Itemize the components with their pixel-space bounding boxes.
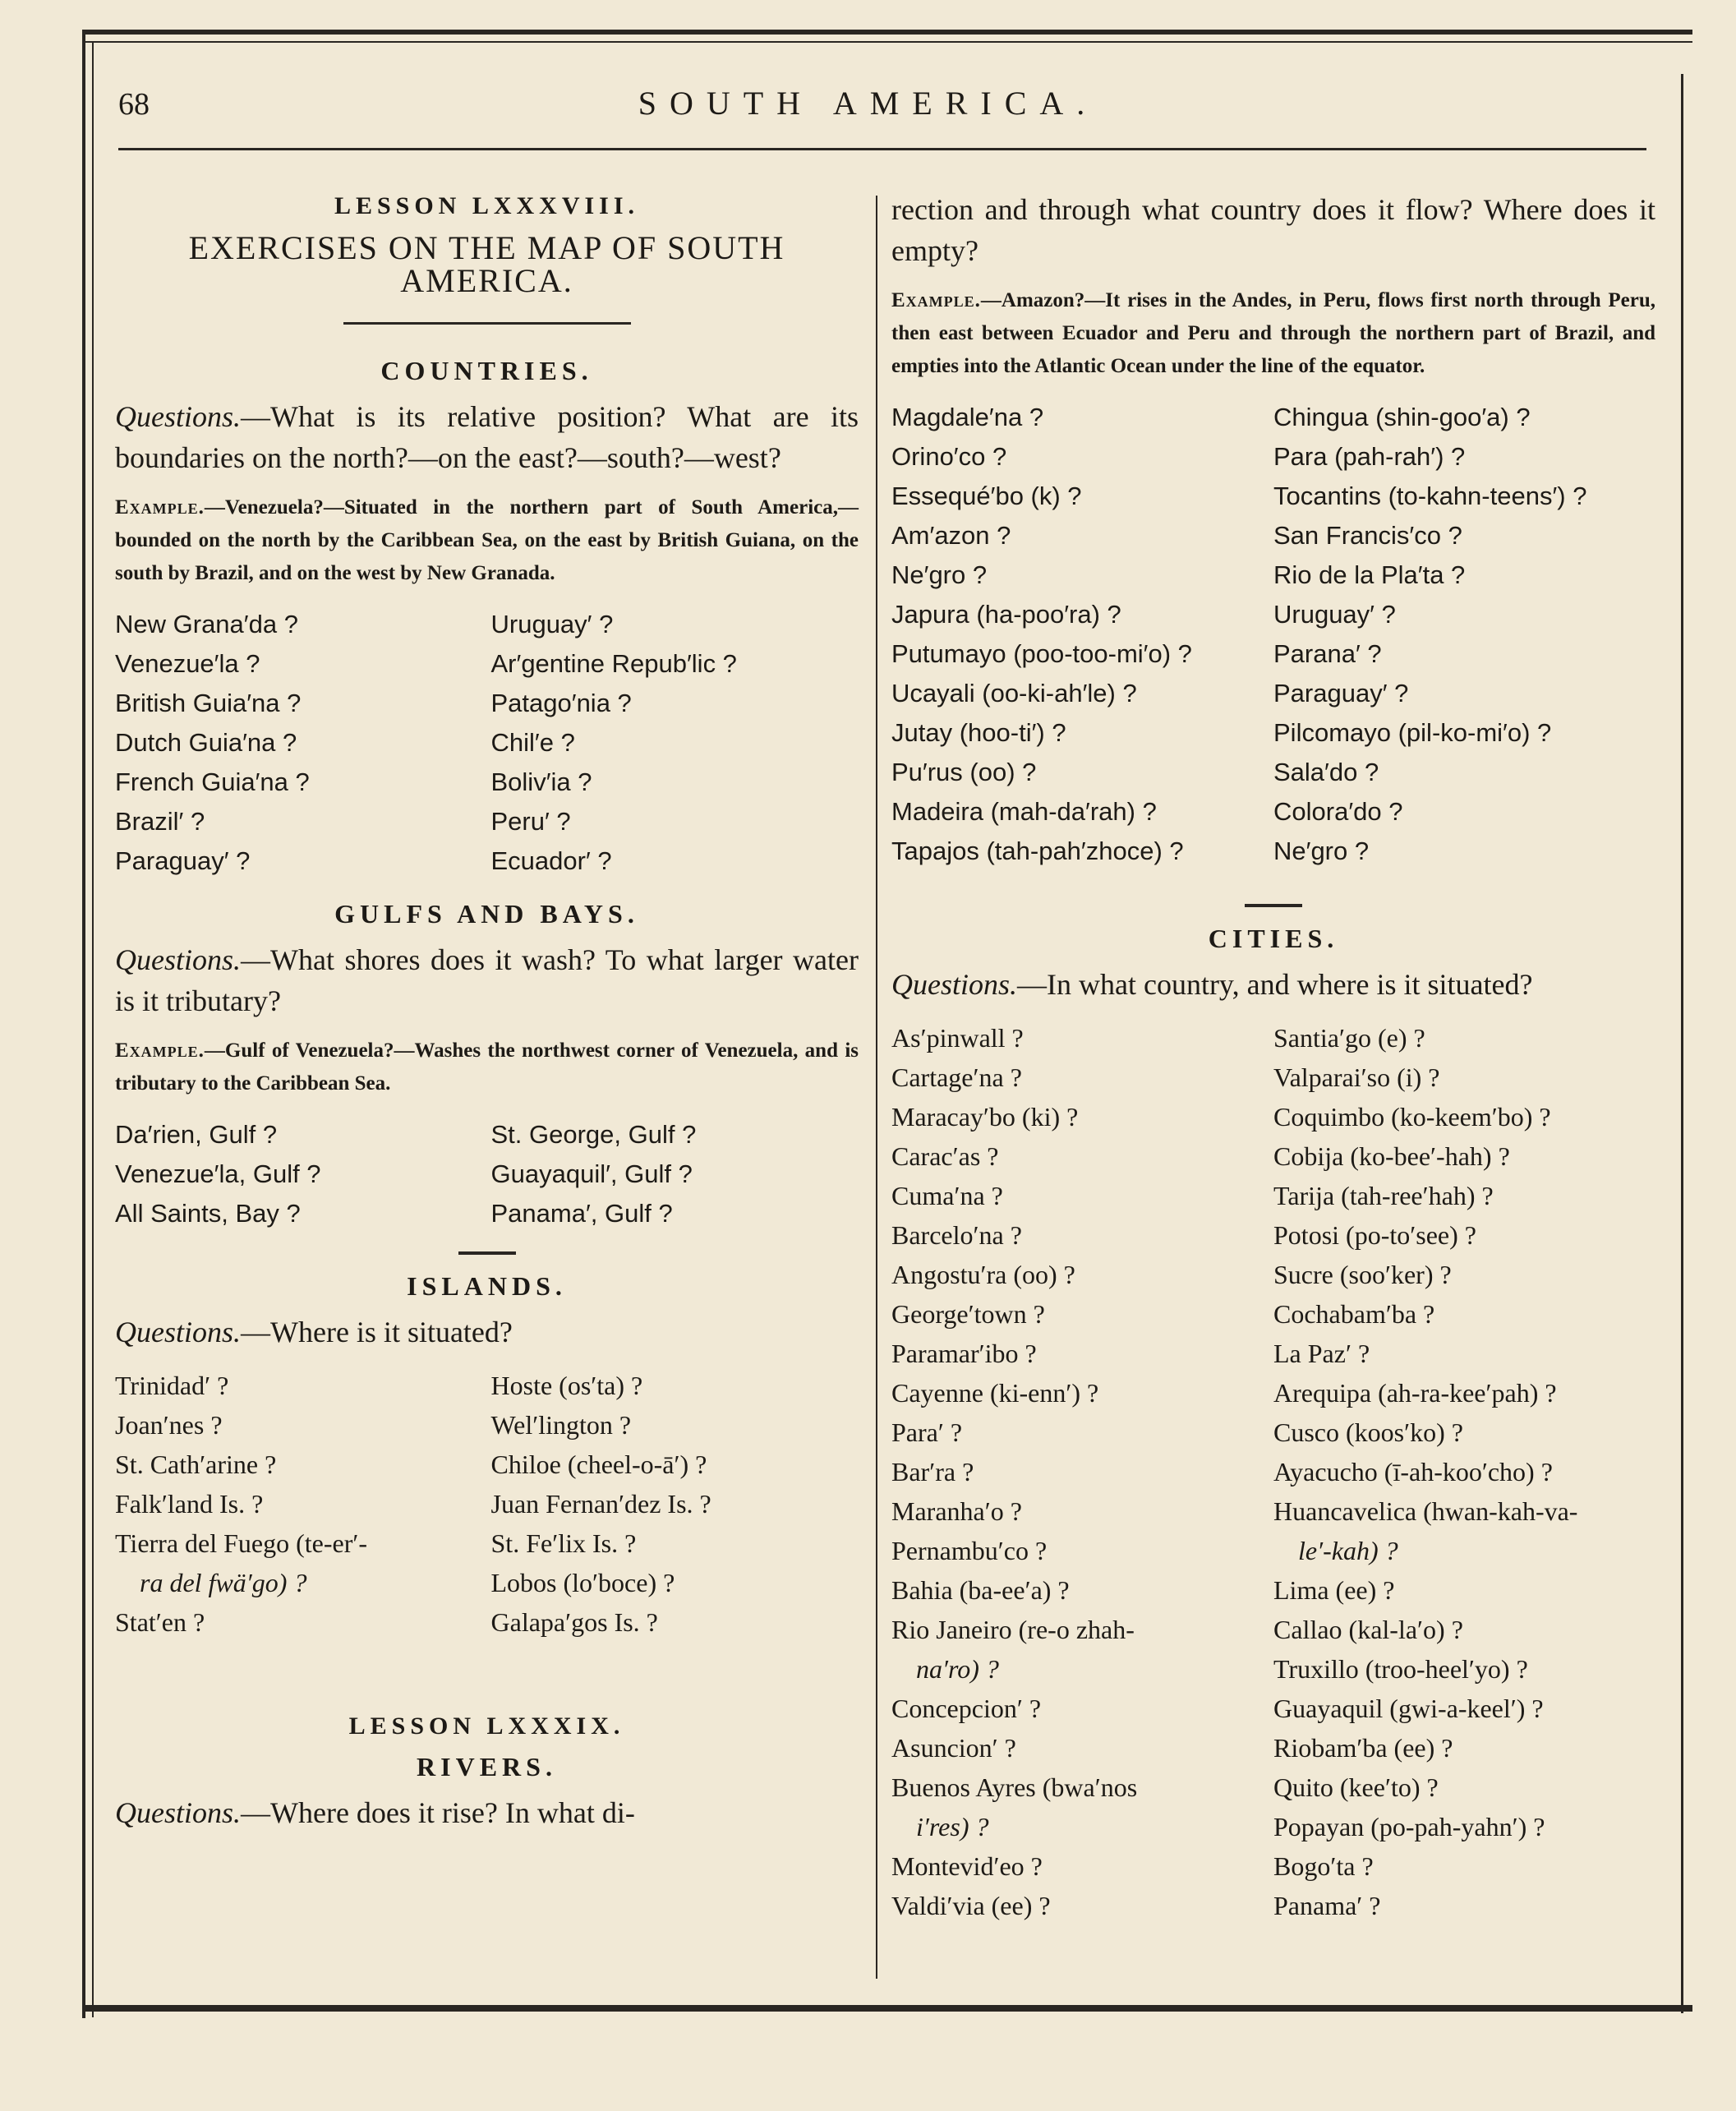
list-item: Bahia (ba-ee′a) ?	[891, 1575, 1070, 1605]
list-item: Joan′nes ?	[115, 1410, 223, 1440]
frame-left-inner-border	[92, 41, 94, 2017]
frame-left-border	[82, 30, 85, 2018]
questions-label: Questions.	[115, 1316, 241, 1348]
gulfs-list	[115, 1115, 859, 1233]
list-item: Brazil′ ?	[115, 807, 205, 836]
list-item: All Saints, Bay ?	[115, 1199, 301, 1228]
questions-label: Questions.	[115, 943, 241, 976]
exercise-title: EXERCISES ON THE MAP OF SOUTH AMERICA.	[188, 229, 785, 299]
rivers-list-col2	[1273, 398, 1655, 871]
lesson-heading: LESSON LXXXIX.	[348, 1712, 625, 1740]
column-divider	[876, 196, 877, 1979]
list-item: Ne′gro ?	[891, 560, 988, 589]
list-item: Venezue′la, Gulf ?	[115, 1159, 321, 1188]
list-item: Guayaquil (gwi-a-keel′) ?	[1273, 1694, 1544, 1723]
questions-label: Questions.	[115, 400, 241, 433]
rivers-questions	[115, 1792, 859, 1833]
list-item: ra del fwä′go) ?	[140, 1568, 307, 1597]
list-item: Ne′gro ?	[1273, 837, 1370, 865]
list-item: Cusco (koos′ko) ?	[1273, 1417, 1463, 1447]
list-item: Sucre (soo′ker) ?	[1273, 1260, 1452, 1289]
rivers-example	[891, 284, 1655, 383]
list-item: Cayenne (ki-enn′) ?	[891, 1378, 1099, 1408]
list-item: Cuma′na ?	[891, 1181, 1003, 1210]
countries-questions	[115, 396, 859, 478]
list-item: Guayaquil′, Gulf ?	[490, 1159, 693, 1188]
list-item: Dutch Guia′na ?	[115, 728, 297, 757]
list-item: Maracay′bo (ki) ?	[891, 1102, 1079, 1132]
list-item: Trinidad′ ?	[115, 1371, 229, 1400]
example-text: —Gulf of Venezuela?—Washes the northwest corner of Venezuela, and is tributary to the Caribbean Sea.	[115, 1039, 859, 1095]
list-item: Para (pah-rah′) ?	[1273, 442, 1466, 471]
list-item: Popayan (po-pah-yahn′) ?	[1273, 1812, 1545, 1841]
list-item: Buenos Ayres (bwa′nos	[891, 1772, 1138, 1802]
questions-label: Questions.	[115, 1796, 241, 1829]
list-item: Lima (ee) ?	[1273, 1575, 1395, 1605]
list-item: Falk′land Is. ?	[115, 1489, 264, 1519]
list-item: Concepcion′ ?	[891, 1694, 1042, 1723]
list-item: Chiloe (cheel-o-ā′) ?	[490, 1450, 707, 1479]
list-item: St. Cath′arine ?	[115, 1450, 277, 1479]
list-item: Uruguay′ ?	[490, 610, 614, 638]
rivers-list	[891, 398, 1655, 871]
list-item: i′res) ?	[916, 1812, 989, 1841]
frame-right-border	[1681, 74, 1683, 2013]
frame-bottom-border	[82, 2005, 1692, 2012]
list-item: Essequé′bo (k) ?	[891, 482, 1082, 510]
cities-heading: CITIES.	[1208, 924, 1339, 953]
cities-list-col2	[1273, 1018, 1655, 1925]
page-number: 68	[118, 87, 150, 122]
list-item: Maranha′o ?	[891, 1496, 1022, 1526]
islands-list-col1	[115, 1366, 483, 1642]
list-item: La Paz′ ?	[1273, 1339, 1370, 1368]
list-item: Angostu′ra (oo) ?	[891, 1260, 1075, 1289]
list-item: Ayacucho (ī-ah-koo′cho) ?	[1273, 1457, 1553, 1486]
rivers-questions-continued: rection and through what country does it flow? Where does it empty?	[891, 193, 1655, 267]
list-item: Da′rien, Gulf ?	[115, 1120, 278, 1149]
list-item: Ecuador′ ?	[490, 846, 612, 875]
list-item: Galapa′gos Is. ?	[490, 1607, 658, 1637]
questions-text: —What shores does it wash? To what larger water is it tributary?	[115, 943, 859, 1017]
questions-label: Questions.	[891, 968, 1017, 1001]
gulfs-heading: GULFS AND BAYS.	[334, 899, 639, 929]
questions-text: —In what country, and where is it situated?	[1017, 968, 1533, 1001]
list-item: Potosi (po-to′see) ?	[1273, 1220, 1476, 1250]
list-item: Tierra del Fuego (te-er′-	[115, 1528, 368, 1558]
list-item: Arequipa (ah-ra-kee′pah) ?	[1273, 1378, 1557, 1408]
list-item: Pu′rus (oo) ?	[891, 758, 1037, 786]
list-item: Panama′ ?	[1273, 1891, 1381, 1920]
list-item: St. Fe′lix Is. ?	[490, 1528, 637, 1558]
example-label: Example.	[891, 289, 981, 311]
islands-list-col2	[491, 1366, 859, 1642]
rivers-list-col1	[891, 398, 1265, 871]
list-item: Paraguay′ ?	[115, 846, 251, 875]
list-item: Cartage′na ?	[891, 1062, 1022, 1092]
list-item: na′ro) ?	[916, 1654, 999, 1684]
list-item: Boliv′ia ?	[490, 767, 592, 796]
list-item: Ar′gentine Repub′lic ?	[490, 649, 737, 678]
list-item: Bar′ra ?	[891, 1457, 974, 1486]
list-item: Montevid′eo ?	[891, 1851, 1043, 1881]
list-item: George′town ?	[891, 1299, 1045, 1329]
list-item: Paraguay′ ?	[1273, 679, 1409, 708]
list-item: Chingua (shin-goo′a) ?	[1273, 403, 1531, 431]
islands-list	[115, 1366, 859, 1642]
list-item: Putumayo (poo-too-mi′o) ?	[891, 639, 1192, 668]
list-item: Tarija (tah-ree′hah) ?	[1273, 1181, 1494, 1210]
list-item: Hoste (os′ta) ?	[490, 1371, 643, 1400]
list-item: Santia′go (e) ?	[1273, 1023, 1425, 1053]
questions-text: —Where is it situated?	[241, 1316, 513, 1348]
list-item: Rio de la Pla′ta ?	[1273, 560, 1466, 589]
list-item: Asuncion′ ?	[891, 1733, 1016, 1763]
gulfs-example	[115, 1035, 859, 1100]
list-item: New Grana′da ?	[115, 610, 298, 638]
list-item: Valparai′so (i) ?	[1273, 1062, 1440, 1092]
list-item: Valdi′via (ee) ?	[891, 1891, 1051, 1920]
list-item: le′-kah) ?	[1298, 1536, 1398, 1565]
list-item: Paramar′ibo ?	[891, 1339, 1037, 1368]
frame-top-border	[82, 30, 1692, 35]
list-item: French Guia′na ?	[115, 767, 310, 796]
list-item: Juan Fernan′dez Is. ?	[490, 1489, 711, 1519]
list-item: San Francis′co ?	[1273, 521, 1462, 550]
list-item: Riobam′ba (ee) ?	[1273, 1733, 1453, 1763]
list-item: Orino′co ?	[891, 442, 1007, 471]
list-item: Peru′ ?	[490, 807, 571, 836]
list-item: Tapajos (tah-pah′zhoce) ?	[891, 837, 1184, 865]
list-item: Barcelo′na ?	[891, 1220, 1022, 1250]
list-item: Callao (kal-la′o) ?	[1273, 1615, 1463, 1644]
questions-text: —Where does it rise? In what di-	[241, 1796, 635, 1829]
list-item: Am′azon ?	[891, 521, 1011, 550]
list-item: Uruguay′ ?	[1273, 600, 1396, 629]
cities-list-col1	[891, 1018, 1265, 1925]
list-item: St. George, Gulf ?	[490, 1120, 697, 1149]
list-item: Coquimbo (ko-keem′bo) ?	[1273, 1102, 1551, 1132]
islands-questions	[115, 1311, 859, 1353]
example-text: —Venezuela?—Situated in the northern part of South America,—bounded on the north by the Caribbean Sea, on the east by British Guiana, on the south by Brazil, and on the west by New Granada.	[115, 496, 859, 584]
section-rule	[458, 1251, 516, 1255]
example-label: Example.	[115, 496, 205, 519]
countries-example	[115, 491, 859, 590]
list-item: Tocantins (to-kahn-teens′) ?	[1273, 482, 1587, 510]
list-item: Colora′do ?	[1273, 797, 1403, 826]
list-item: Madeira (mah-da′rah) ?	[891, 797, 1157, 826]
list-item: Bogo′ta ?	[1273, 1851, 1374, 1881]
list-item: Japura (ha-poo′ra) ?	[891, 600, 1121, 629]
gulfs-list-col2	[491, 1115, 859, 1233]
list-item: Truxillo (troo-heel′yo) ?	[1273, 1654, 1528, 1684]
list-item: Cobija (ko-bee′-hah) ?	[1273, 1141, 1510, 1171]
left-column	[115, 189, 859, 1846]
questions-text: —What is its relative position? What are its boundaries on the north?—on the east?—south?—west?	[115, 400, 859, 474]
list-item: Lobos (lo′boce) ?	[490, 1568, 675, 1597]
countries-list-col1	[115, 605, 483, 881]
countries-list-col2	[491, 605, 859, 881]
list-item: Jutay (hoo-ti′) ?	[891, 718, 1066, 747]
list-item: Sala′do ?	[1273, 758, 1379, 786]
gulfs-list-col1	[115, 1115, 483, 1233]
list-item: Stat′en ?	[115, 1607, 205, 1637]
list-item: Wel′lington ?	[490, 1410, 632, 1440]
list-item: Huancavelica (hwan-kah-va-	[1273, 1496, 1578, 1526]
islands-heading: ISLANDS.	[407, 1271, 567, 1301]
cities-list	[891, 1018, 1655, 1925]
list-item: Patago′nia ?	[490, 689, 632, 717]
list-item: Quito (kee′to) ?	[1273, 1772, 1439, 1802]
list-item: Magdale′na ?	[891, 403, 1044, 431]
list-item: Venezue′la ?	[115, 649, 260, 678]
list-item: Carac′as ?	[891, 1141, 999, 1171]
countries-list	[115, 605, 859, 881]
running-title: SOUTH AMERICA.	[638, 85, 1098, 122]
lesson-heading: LESSON LXXXVIII.	[334, 192, 640, 219]
countries-heading: COUNTRIES.	[380, 356, 593, 385]
frame-top-inner-border	[82, 41, 1692, 43]
list-item: Rio Janeiro (re-o zhah-	[891, 1615, 1135, 1644]
cities-questions	[891, 964, 1655, 1005]
section-rule	[1245, 904, 1302, 907]
list-item: Cochabam′ba ?	[1273, 1299, 1435, 1329]
list-item: Chil′e ?	[490, 728, 575, 757]
list-item: As′pinwall ?	[891, 1023, 1024, 1053]
rivers-heading: RIVERS.	[417, 1752, 557, 1781]
example-text: —Amazon?—It rises in the Andes, in Peru, flows first north through Peru, then east between Ecuador and Peru and through the northern part of Brazil, and empties into the Atlantic Ocean under the line of the equator.	[891, 289, 1655, 377]
list-item: Panama′, Gulf ?	[490, 1199, 673, 1228]
list-item: Pernambu′co ?	[891, 1536, 1048, 1565]
header-rule	[118, 148, 1646, 150]
list-item: Para′ ?	[891, 1417, 963, 1447]
section-rule	[343, 322, 631, 325]
gulfs-questions	[115, 939, 859, 1021]
list-item: Parana′ ?	[1273, 639, 1382, 668]
right-column	[891, 189, 1655, 1943]
list-item: Ucayali (oo-ki-ah′le) ?	[891, 679, 1137, 708]
example-label: Example.	[115, 1039, 205, 1062]
list-item: Pilcomayo (pil-ko-mi′o) ?	[1273, 718, 1552, 747]
list-item: British Guia′na ?	[115, 689, 302, 717]
